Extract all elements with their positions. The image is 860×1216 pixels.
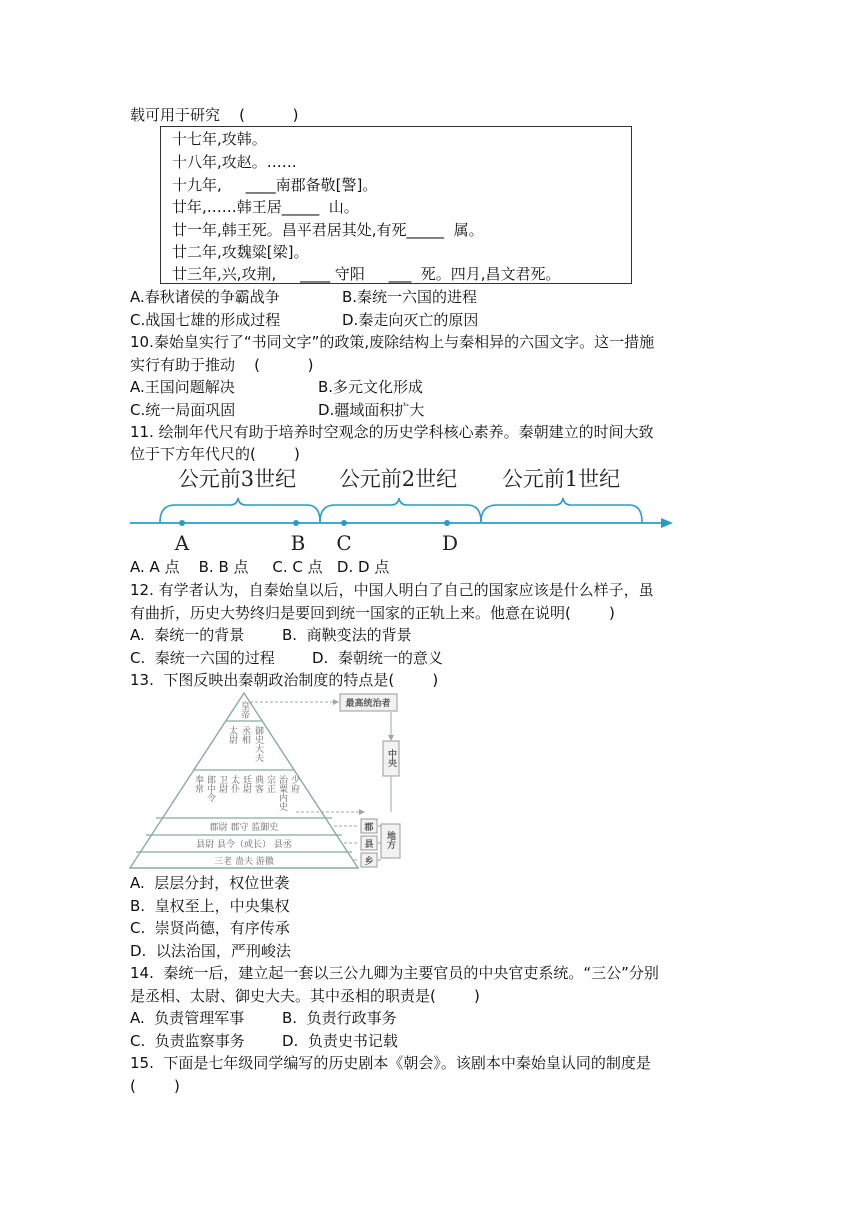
q9-option-d[interactable]: D.秦走向灭亡的原因	[342, 311, 479, 329]
century-brace	[481, 498, 642, 522]
sangong-label: 御史大夫	[253, 726, 263, 762]
jiuqing-label: 典客	[253, 775, 263, 793]
q9-box-line: 十八年,攻赵。……	[172, 153, 297, 171]
q9-stem-tail: 载可用于研究 ( )	[130, 106, 299, 124]
jun-row: 郡尉 郡守 监御史	[209, 823, 279, 833]
jiuqing-label: 治粟内史	[277, 775, 287, 811]
q9-option-c[interactable]: C.战国七雄的形成过程	[130, 311, 281, 329]
q12-stem: 12. 有学者认为，自秦始皇以后，中国人明白了自己的国家应该是什么样子，虽	[130, 581, 654, 599]
q14-option-a[interactable]: A. 负责管理军事	[130, 1009, 245, 1027]
q15-stem: ( )	[130, 1077, 180, 1095]
q10-option-d[interactable]: D.疆域面积扩大	[318, 401, 425, 419]
q9-box-line: 十七年,攻韩。	[172, 130, 267, 148]
q9-option-b[interactable]: B.秦统一六国的进程	[342, 288, 478, 306]
century-label: 公元前3世纪	[177, 467, 297, 491]
q12-option-c[interactable]: C. 秦统一六国的过程	[130, 649, 275, 667]
century-label: 公元前1世纪	[501, 467, 621, 491]
level-label: 乡	[364, 857, 374, 867]
top-ruler-label: 最高统治者	[345, 699, 391, 709]
q9-box-line: 廿年,……韩王居_____ 山。	[172, 198, 359, 216]
point-label: B	[290, 531, 306, 555]
q13-stem: 13. 下图反映出秦朝政治制度的特点是( )	[130, 671, 439, 689]
q13-option-a[interactable]: A. 层层分封，权位世袭	[130, 874, 290, 892]
timeline-point	[179, 520, 185, 526]
timeline-point	[444, 520, 450, 526]
timeline-point	[341, 520, 347, 526]
q9-box-line: 廿二年,攻魏粱[梁]。	[172, 243, 309, 261]
level-label: 县	[364, 840, 374, 850]
sangong-label: 太尉	[227, 726, 237, 744]
jiuqing-label: 卫尉	[217, 775, 227, 793]
level-label: 郡	[364, 823, 374, 833]
jiuqing-label: 少府	[289, 775, 299, 793]
q13-option-c[interactable]: C. 崇贤尚德，有序传承	[130, 919, 290, 937]
q14-option-b[interactable]: B. 负责行政事务	[282, 1009, 397, 1027]
jiuqing-label: 奉常	[193, 775, 203, 793]
arrow-right-icon	[661, 518, 673, 528]
q15-stem: 15. 下面是七年级同学编写的历史剧本《朝会》。该剧本中秦始皇认同的制度是	[130, 1054, 651, 1072]
q14-option-d[interactable]: D. 负责史书记载	[282, 1032, 398, 1050]
q9-box-line: 廿一年,韩王死。昌平君居其处,有死_____ 属。	[172, 221, 484, 239]
jiuqing-label: 廷尉	[241, 775, 251, 793]
point-label: C	[336, 531, 352, 555]
apex-label: 皇帝	[239, 701, 249, 719]
jiuqing-label: 宗正	[265, 775, 275, 793]
jiuqing-label: 郎中令	[205, 775, 215, 802]
jiuqing-label: 太仆	[229, 775, 239, 793]
q9-option-a[interactable]: A.春秋诸侯的争霸战争	[130, 288, 280, 306]
q14-option-c[interactable]: C. 负责监察事务	[130, 1032, 245, 1050]
q11-timeline	[125, 460, 685, 555]
q11-options[interactable]: A. A 点 B. B 点 C. C 点 D. D 点	[130, 558, 390, 576]
q12-stem: 有曲折，历史大势终归是要回到统一国家的正轨上来。他意在说明( )	[130, 604, 615, 622]
q10-stem: 实行有助于推动 ( )	[130, 356, 314, 374]
central-label: 中央	[386, 749, 396, 767]
xiang-row: 三老 啬夫 游徼	[214, 857, 274, 867]
q10-option-c[interactable]: C.统一局面巩固	[130, 401, 236, 419]
q9-box-line: 十九年, ____南郡备敬[警]。	[172, 176, 378, 194]
q12-option-d[interactable]: D. 秦朝统一的意义	[312, 649, 443, 667]
timeline-point	[293, 520, 299, 526]
q11-stem: 11. 绘制年代尺有助于培养时空观念的历史学科核心素养。秦朝建立的时间大致	[130, 423, 654, 441]
century-brace	[160, 498, 320, 522]
q10-option-a[interactable]: A.王国问题解决	[130, 378, 235, 396]
q11-stem: 位于下方年代尺的( )	[130, 445, 300, 463]
q12-option-a[interactable]: A. 秦统一的背景	[130, 626, 245, 644]
local-label: 地方	[385, 831, 395, 849]
century-brace	[320, 498, 481, 522]
xian-row: 县尉 县令（或长） 县丞	[196, 840, 292, 850]
sangong-label: 丞相	[240, 726, 250, 744]
q13-option-b[interactable]: B. 皇权至上，中央集权	[130, 897, 290, 915]
q14-stem: 14. 秦统一后，建立起一套以三公九卿为主要官员的中央官吏系统。“三公”分别	[130, 964, 659, 982]
century-label: 公元前2世纪	[338, 467, 458, 491]
q9-box-line: 廿三年,兴,攻荆, ____ 守阳 ___ 死。四月,昌文君死。	[172, 265, 561, 283]
point-label: D	[441, 531, 459, 555]
point-label: A	[174, 531, 190, 555]
q13-option-d[interactable]: D. 以法治国，严刑峻法	[130, 942, 291, 960]
q10-option-b[interactable]: B.多元文化形成	[318, 378, 424, 396]
q12-option-b[interactable]: B. 商鞅变法的背景	[282, 626, 412, 644]
q13-pyramid-diagram	[128, 690, 408, 872]
q10-stem: 10.秦始皇实行了“书同文字”的政策,废除结构上与秦相异的六国文字。这一措施	[130, 333, 655, 351]
q14-stem: 是丞相、太尉、御史大夫。其中丞相的职责是( )	[130, 987, 480, 1005]
